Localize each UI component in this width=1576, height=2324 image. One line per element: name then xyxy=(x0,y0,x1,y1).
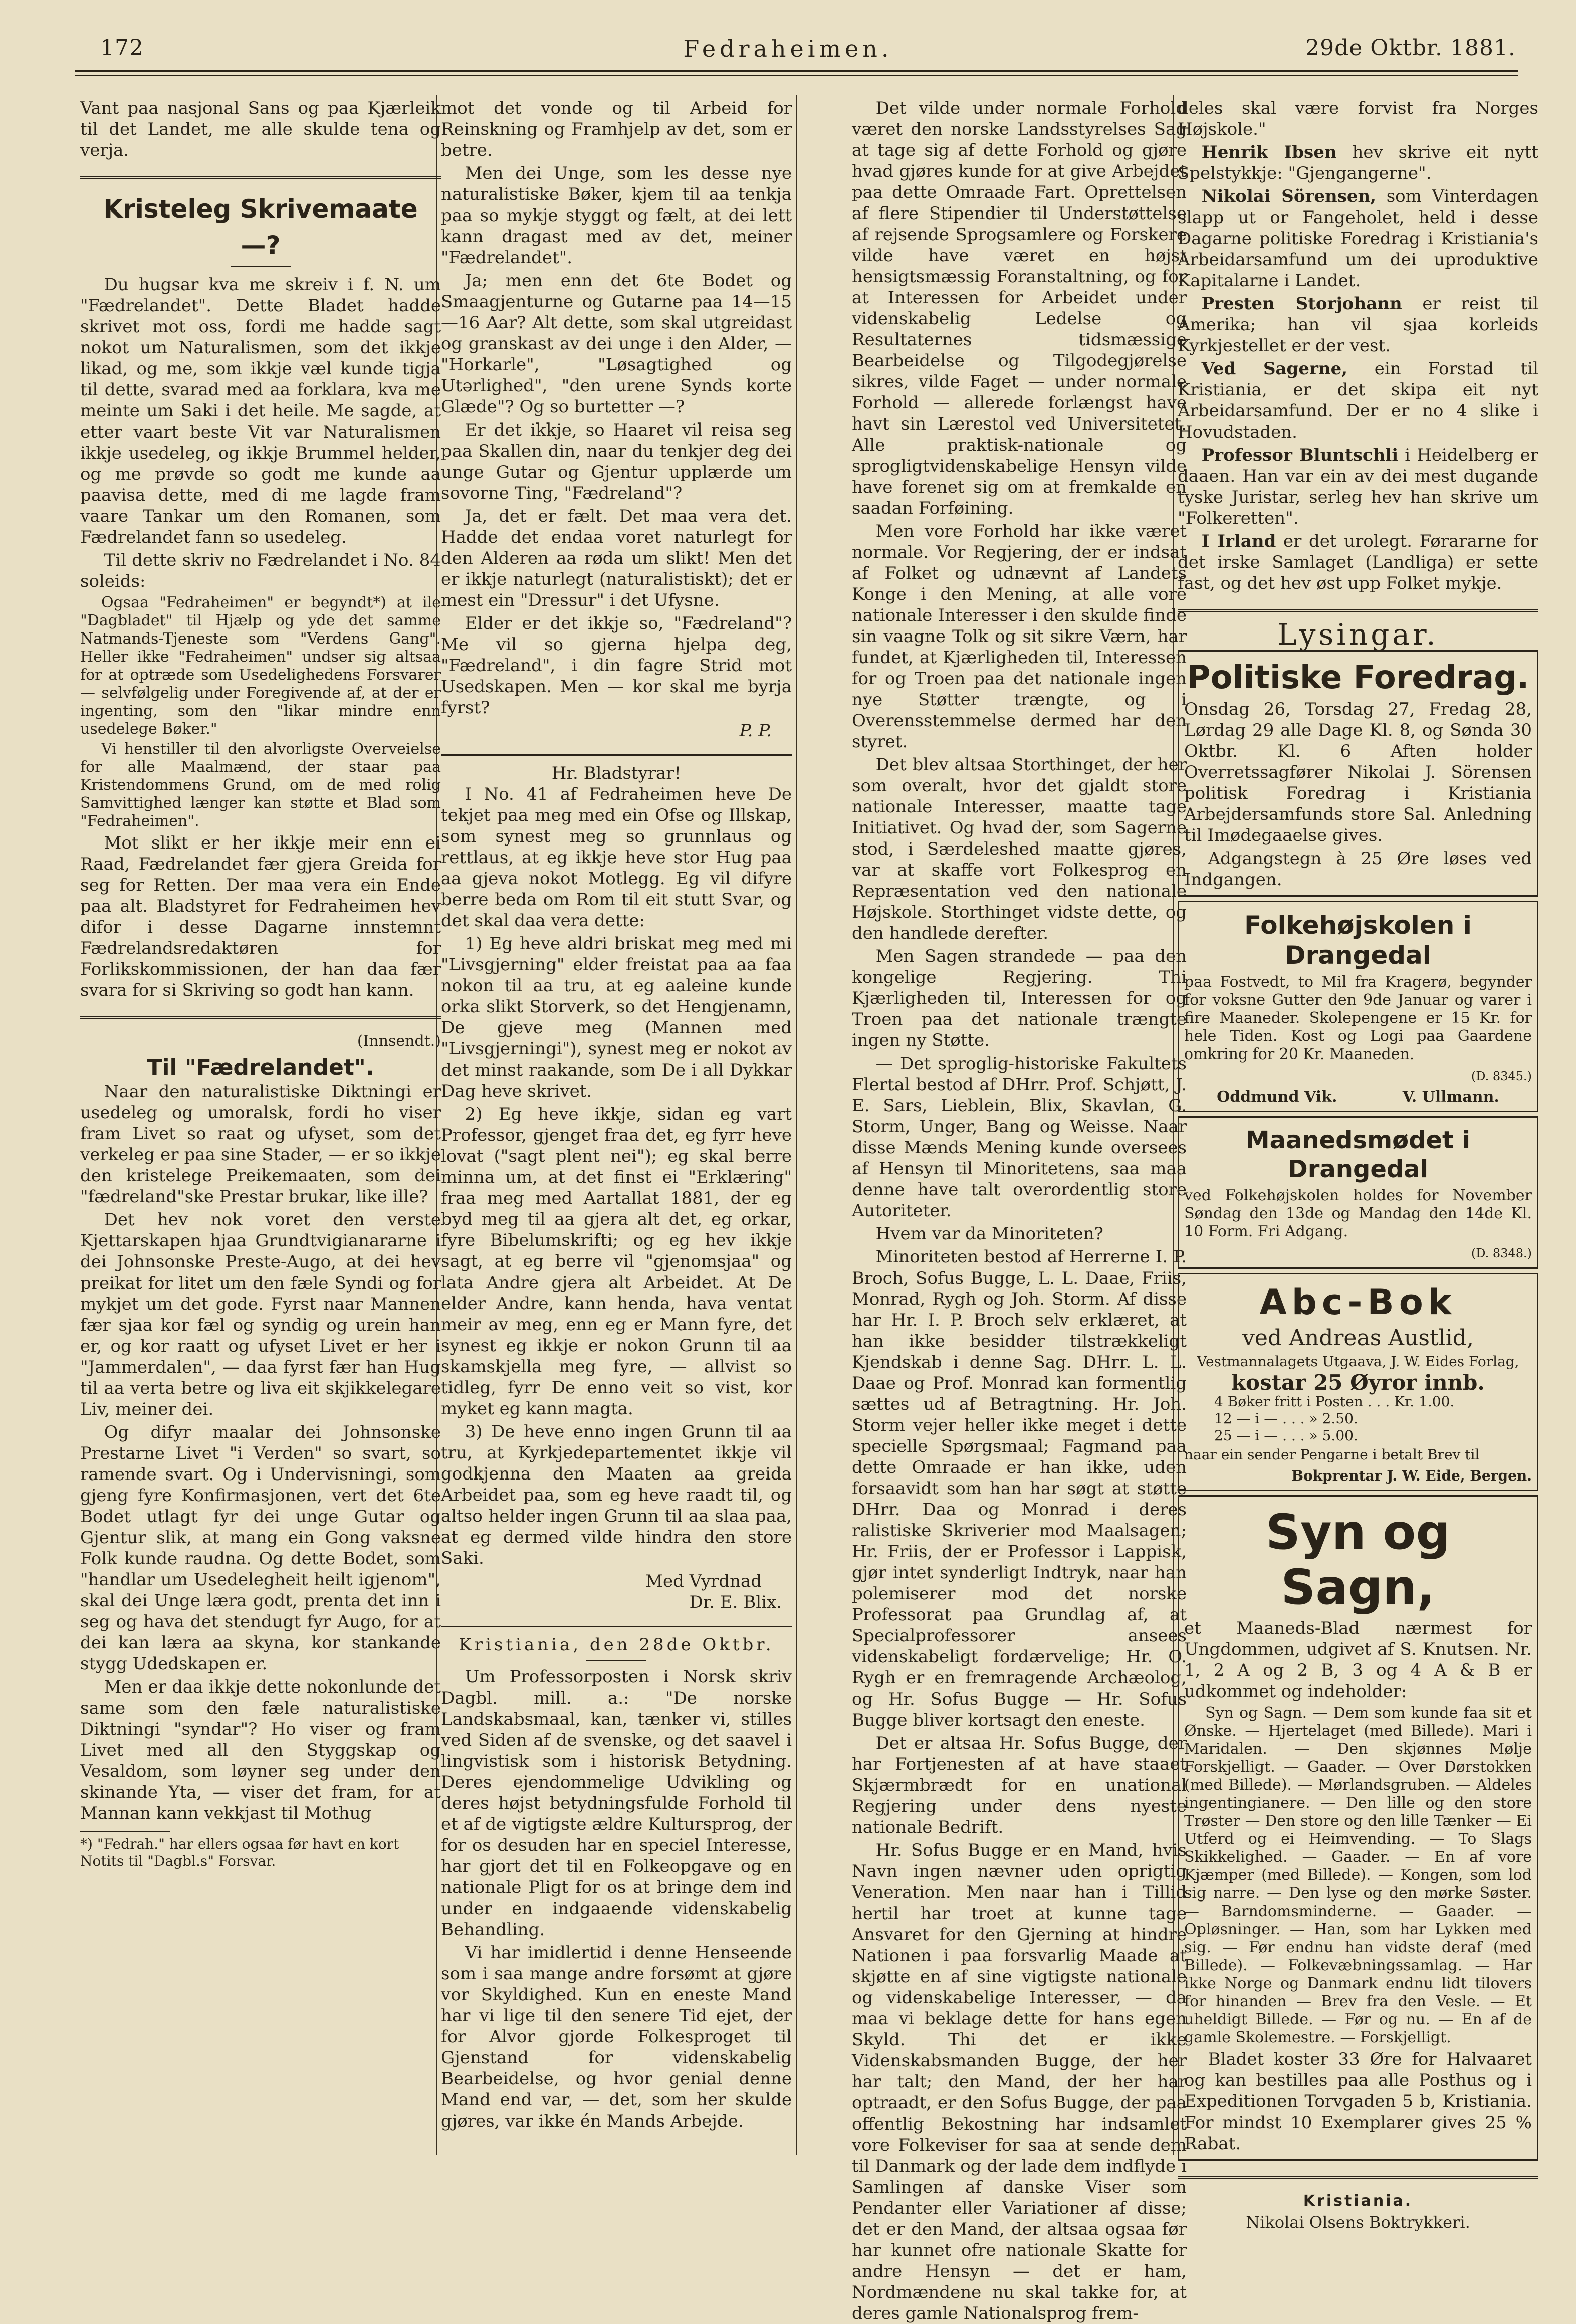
dateline: Kristiania, den 28de Oktbr. xyxy=(459,1635,774,1655)
ad-folkehojskolen xyxy=(1178,901,1538,1112)
ad-syn-og-sagn xyxy=(1178,1495,1538,2161)
letter-paragraph: 2) Eg heve ikkje, sidan eg vart Professor, gjenget fraa det, eg fyrr heve lovat ("sagt plent nei"); eg skal berre minna um, at det finst ei "Erklæring" fraa meg med Aartallat 1881, der eg byd meg til aa gjera alt det, eg orkar, fyre Bibelumskrifti; og eg hev ikkje sagt, at eg berre vil "gjenomsjaa" og lata Andre gjera alt Arbeidet. At De elder Andre, kann henda, hava ventat meir av meg, enn eg er Mann fyre, det synest eg ikkje er nokon Grunn til aa skamskjella meg fyre, — allvist so tidleg, fyrr De enno veit so vist, kor myket eg kann magta. xyxy=(441,1104,792,1419)
article-paragraph: Vi har imidlertid i denne Henseende som i saa mange andre forsømt at gjøre vor Skyldighed. Kun en eneste Mand har vi lige til den senere Tid ejet, der for Alvor gjorde Folkesproget til Gjenstand for videnskabelig Bearbeidelse, og hvor genial denne Mand end var, — det, som her skulde gjøres, var ikke én Mands Arbejde. xyxy=(441,1943,792,2131)
ad-signature: Oddmund Vik. xyxy=(1217,1088,1337,1106)
masthead-rule-top xyxy=(75,70,1518,72)
ad-price-row: 25 — i — . . . » 5.00. xyxy=(1214,1427,1358,1444)
article-paragraph: Det blev altsaa Storthinget, der her som overalt, hvor det gjaldt store nationale Interesser, maatte tage Initiativet. Og hvad der, som Sagerne stod, i Særdeleshed maatte gjøres, var at skaffe vort Folkesprog en Repræsentation ved den nationale Højskole. Storthinget vidste dette, og den handlede derefter. xyxy=(852,755,1187,943)
letter-paragraph: 1) Eg heve aldri briskat meg med mi "Livsgjerning" elder freistat paa aa faa nokon til aa tru, at eg aaleine kunde orka slikt Storverk, so det Hengjenamn, De gjeve meg (Mannen med "Livsgjerningi"), synest meg er nokot av det minst raakande, som De i all Dykkar Dag heve skrivet. xyxy=(441,934,792,1101)
news-item-name: Nikolai Sörensen, xyxy=(1201,186,1377,206)
ad-price: kostar 25 Øyror innb. xyxy=(1231,1370,1485,1395)
ad-title: Syn og Sagn, xyxy=(1265,1504,1451,1615)
section-rule xyxy=(441,754,792,756)
column-4 xyxy=(1178,98,1539,2232)
newspaper-title: Fedraheimen. xyxy=(683,35,893,62)
lysingar-heading: Lysingar. xyxy=(1277,617,1439,652)
article-paragraph: Hvem var da Minoriteten? xyxy=(875,1224,1103,1244)
section-rule xyxy=(1178,2176,1538,2179)
ad-politiske-foredrag xyxy=(1178,650,1538,897)
ad-title: Politiske Foredrag. xyxy=(1187,659,1529,696)
headline-kristeleg: Kristeleg Skrivemaate —? xyxy=(103,194,418,260)
news-item-text: i Heidelberg er daaen. Han var ein av dei mest dugande tyske Juristar, serleg hev han skrive um "Folkeretten". xyxy=(1178,445,1538,528)
section-rule xyxy=(80,1016,441,1019)
article-paragraph: mot det vonde og til Arbeid for Reinskning og Framhjelp av det, som er betre. xyxy=(441,98,792,160)
ad-contents: Syn og Sagn. — Dem som kunde faa sit et Ønske. — Hjertelaget (med Billede). Mari i Maridalen. — Den skjønnes Mølje Forskjelligt. — Gaader. — Over Dørstokken (med Billede). — Mørlandsgruben. — Aldeles ingentingianere. — Den lille og den store Trøster — Den store og den lille Tænker — Ei Utferd og ei Heimvending. — To Slags Skikkelighed. — Gaader. — En af vore Kjæmper (med Billede). — Kongen, som lod sig narre. — Den lyse og den mørke Søster. — Barndomsminderne. — Gaader. — Opløsninger. — Han, som har Lykken med sig. — Før endnu han vidste deraf (med Billede). — Folkevæbningssamlag. — Har ikke Norge og Danmark endnu lidt tilovers for hinanden — Brev fra den Vesle. — Et uheldigt Billede. — Før og nu. — En af de gamle Skolemestre. — Forskjelligt. xyxy=(1184,1704,1532,2046)
ad-signature: V. Ullmann. xyxy=(1402,1088,1499,1106)
article-paragraph: Men dei Unge, som les desse nye naturalistiske Bøker, kjem til aa tenkja paa so mykje styggt og fælt, at dei lett kann dragast med av det, meiner "Fædrelandet". xyxy=(441,163,792,268)
news-item-name: Henrik Ibsen xyxy=(1201,142,1337,162)
ad-title: Folkehøjskolen i Drangedal xyxy=(1244,911,1472,970)
ad-text: Onsdag 26, Torsdag 27, Fredag 28, Lørdag 29 alle Dage Kl. 8, og Sønda 30 Oktbr. Kl. 6 Aften holder Overretssagfører Nikolai J. Sörensen politisk Foredrag i Kristiania Arbejdersamfunds store Sal. Anledning til Imødegaaelse gives. xyxy=(1184,699,1532,846)
article-paragraph: Men Sagen strandede — paa den kongelige Regjering. Thi Kjærligheden til, Interessen for og Troen paa det nationale trængte ingen ny Støtte. xyxy=(852,946,1187,1050)
quoted-paragraph: Vi henstiller til den alvorligste Overveielse for alle Maalmænd, der staar paa Kristendommens Grund, om de med rolig Samvittighed længer kan støtte et Blad som "Fedraheimen". xyxy=(80,740,441,830)
article-paragraph: Hr. Sofus Bugge er en Mand, hvis Navn ingen nævner uden oprigtig Veneration. Men naar han i Tillid hertil har troet at kunne tage Ansvaret for den Gjerning at hindre Nationen i paa forsvarlig Maade at skjøtte en af sine vigtigste nationale og videnskabelige Interesser, — da maa vi beklage dette for hans egen Skyld. Thi det er ikke Videnskabsmanden Bugge, der her har talt; den Mand, der her har optraadt, er den Sofus Bugge, der paa offentlig Bekostning har indsamlet vore Folkeviser for saa at sende dem til Danmark og der lade dem indflyde i Samlingen af danske Viser som Pendanter eller Variationer af disse; det er den Mand, der altsaa ogsaa før har kunnet ofre nationale Skatte for andre Hensyn — det er ham, Nordmændene nu skal takke for, at deres gamle Nationalsprog frem- xyxy=(852,1840,1187,2323)
ad-code: (D. 8345.) xyxy=(1471,1069,1532,1083)
article-paragraph: Det hev nok voret den verste Kjettarskapen hjaa Grundtvigianararne i dei Johnsonske Preste-Augo, at dei hev preikat for litet um den fæle Syndi og for mykjet um det gode. Fyrst naar Mannen fær sjaa kor fæl og syndig og urein han er, og kor raatt og ufyset Livet er her i "Jammerdalen", — daa fyrst fær han Hug til aa verta betre og liva eit skjikkelegare Liv, meiner dei. xyxy=(80,1210,441,1419)
news-item-text: er det urolegt. Førararne for det irske Samlaget (Landliga) er sette fast, og det hev øst upp Folket mykje. xyxy=(1178,531,1538,593)
news-item-name: Professor Bluntschli xyxy=(1201,445,1399,465)
news-item-name: Ved Sagerne, xyxy=(1201,359,1348,379)
ad-price-row: 4 Bøker fritt i Posten . . . Kr. 1.00. xyxy=(1214,1393,1455,1410)
intro-text: Vant paa nasjonal Sans og paa Kjærleik til det Landet, me alle skulde tena og verja. xyxy=(80,98,441,160)
column-rule-2 xyxy=(796,95,797,2155)
news-item xyxy=(1178,293,1538,356)
ad-title: Maanedsmødet i Drangedal xyxy=(1245,1126,1471,1183)
ad-order-text: naar ein sender Pengarne i betalt Brev til xyxy=(1184,1446,1480,1463)
headline-fedrelandet: Til "Fædrelandet". xyxy=(147,1054,374,1080)
article-paragraph: Minoriteten bestod af Herrerne I. P. Broch, Sofus Bugge, L. L. Daae, Friis, Monrad, Rygh og Joh. Storm. Af disse har Hr. I. P. Broch selv erklæret, at han ikke besidder tilstrækkeligt Kjendskab i denne Sag. DHrr. L. L. Daae og Prof. Monrad kan formentlig sættes ud af Betragtning. Hr. Joh. Storm vejer heller ikke meget i dette specielle Spørgsmaal; Fagmand paa dette Omraade er han ikke, uden forsaavidt som han har søgt at støtte DHrr. Daa og Monrad i deres ralistiske Skriverier mod Maalsagen; Hr. Friis, der er Professor i Lappisk, gjør intet synderligt Indtryk, naar han polemiserer mod det norske Professorat paa Grundlag af, at Specialprofessorer ansees videnskabeligt fordærvelige; Hr. O. Rygh er en fremragende Archæolog, og Hr. Sofus Bugge — Hr. Sofus Bugge bliver kortsagt den eneste. xyxy=(852,1247,1187,1730)
innsendt-label: (Innsendt.) xyxy=(357,1032,441,1050)
column-1 xyxy=(80,98,441,2163)
ad-printer: Bokprentar J. W. Eide, Bergen. xyxy=(1291,1467,1532,1484)
page-number: 172 xyxy=(100,35,144,61)
news-item xyxy=(1178,445,1538,529)
ad-title: Abc-Bok xyxy=(1259,1282,1457,1323)
article-paragraph: Mot slikt er her ikkje meir enn ei Raad, Fædrelandet fær gjera Greida for seg for Retten. Der maa vera ein Ende paa alt. Bladstyret for Fedraheimen hev difor i desse Dagarne innstemnt Fædrelandsredaktøren for Forlikskommissionen, der han daa fær svara for si Skriving so godt han kann. xyxy=(80,833,441,1000)
letter-signature: Dr. E. Blix. xyxy=(689,1592,782,1612)
ad-price: Adgangstegn à 25 Øre løses ved Indgangen. xyxy=(1184,849,1532,890)
article-paragraph: Det er altsaa Hr. Sofus Bugge, der har Fortjenesten af at have staaet Skjærmbrædt for en unational Regjering under dens nyeste nationale Bedrift. xyxy=(852,1733,1187,1837)
article-paragraph: Men er daa ikkje dette nokonlunde det same som den fæle naturalistiske Diktningi "syndar"? Ho viser og fram Livet med all den Styggskap og Vesaldom, som løyner seg under den skinande Yta, — viser det fram, for at Mannan kann vekkjast til Mothug xyxy=(80,1677,441,1823)
article-paragraph: Du hugsar kva me skreiv i f. N. um "Fædrelandet". Dette Bladet hadde skrivet mot oss, fordi me hadde sagt nokot um Naturalismen, som det ikkje likad, og me, som ikkje væl kunde tigja til dette, svarad med aa forklara, kva me meinte um Saki i det heile. Me sagde, at etter vaart beste Vit var Naturalismen ikkje usedeleg, og ikkje Brummel helder, og me prøvde so godt me kunde aa paavisa dette, med di me lagde fram vaare Tankar um den Romanen, som Fædrelandet fann so usedeleg. xyxy=(80,275,441,547)
article-paragraph: Ja; men enn det 6te Bodet og Smaagjenturne og Gutarne paa 14—15—16 Aar? Alt dette, som skal utgreidast og granskast av dei unge i den Alder, — "Horkarle", "Løsagtighed og Utərlighed", "den urene Synds korte Glæde"? Og so burtetter —? xyxy=(441,271,792,417)
article-paragraph: Er det ikkje, so Haaret vil reisa seg paa Skallen din, naar du tenkjer deg dei unge Gutar og Gjentur upplærde um sovorne Ting, "Fædreland"? xyxy=(441,420,792,503)
news-item-text: som Vinterdagen slapp ut or Fangeholet, held i desse Dagarne politiske Foredrag i Kristiania's Arbeidarsamfund um dei uproduktive Kapitalarne i Landet. xyxy=(1178,186,1538,291)
ad-text: ved Folkehøjskolen holdes for November Søndag den 13de og Mandag den 14de Kl. 10 Form. Fri Adgang. xyxy=(1184,1187,1532,1240)
ad-text: et Maaneds-Blad nærmest for Ungdommen, udgivet af S. Knutsen. Nr. 1, 2 A og 2 B, 3 og 4 A & B er udkommet og indeholder: xyxy=(1184,1618,1532,1702)
masthead-rule-bottom xyxy=(75,75,1518,76)
imprint-printer: Nikolai Olsens Boktrykkeri. xyxy=(1246,2213,1470,2232)
article-paragraph: Men vore Forhold har ikke været normale. Vor Regjering, der er indsat af Folket og udnævnt af Landets Konge i den Mening, at alle vore nationale Interesser i den skulde finde sin vaagne Tolk og sit sikre Værn, har fundet, at Kjærligheden til, Interessen for og Troen paa det nationale ingen nye Støtter trængte, og i Overensstemmelse dermed har den styret. xyxy=(852,521,1187,752)
column-3 xyxy=(852,98,1187,2323)
article-paragraph: Det vilde under normale Forhold været den norske Landsstyrelses Sag at tage sig af dette Forhold og gjøre hvad gjøres kunde for at give Arbejdet paa dette Omraade Fart. Oprettelsen af flere Stipendier til Understøttelse af rejsende Sprogsamlere og Forskere vilde have været en højst hensigtsmæssig Foranstaltning, og for at Interessen for Arbeidet under videnskabelig Ledelse og Resultaternes tidsmæssige Bearbeidelse og Tilgodegjørelse sikres, vilde Faget — under normale Forhold — allerede forlængst have havt sin Lærestol ved Universitetet. Alle praktisk-nationale og sprogligtvidenskabelige Hensyn vilde have forenet sig om at fremkalde en saadan Forføining. xyxy=(852,98,1187,518)
signature-pp: P. P. xyxy=(739,721,772,741)
section-rule xyxy=(80,176,441,179)
ad-abc-bok xyxy=(1178,1273,1538,1491)
section-rule xyxy=(441,1626,792,1627)
letter-closing: Med Vyrdnad xyxy=(645,1571,762,1591)
news-item-text: hev skrive eit nytt Spelstykkje: "Gjengangerne". xyxy=(1178,142,1538,183)
footnote-rule xyxy=(80,1831,170,1832)
news-item xyxy=(1178,358,1538,443)
news-item xyxy=(1178,142,1538,184)
ad-author: ved Andreas Austlid, xyxy=(1242,1325,1474,1351)
ad-maanedsmodet xyxy=(1178,1116,1538,1269)
ad-publisher: Vestmannalagets Utgaava, J. W. Eides Forlag, xyxy=(1197,1353,1519,1370)
article-paragraph: Um Professorposten i Norsk skriv Dagbl. mill. a.: "De norske Landskabsmaal, kan, tænker vi, stilles ved Siden af de svenske, og det saavel i lingvistisk som i historisk Betydning. Deres ejendommelige Udvikling og deres højst betydningsfulde Forhold til et af de vigtigste ældre Kultursprog, der for os desuden har en speciel Interesse, har gjort det til en Folkeopgave og en nationale Pligt for os at bringe dem ind under en indgaaende videnskabelig Behandling. xyxy=(441,1667,792,1940)
ad-text: paa Fostvedt, to Mil fra Kragerø, begynder for voksne Gutter den 9de Januar og varer i fire Maaneder. Skolepengene er 15 Kr. for hele Tiden. Kost og Logi paa Gaardene omkring for 20 Kr. Maaneden. xyxy=(1184,973,1532,1063)
dateline-underline xyxy=(586,1660,646,1661)
news-item xyxy=(1178,531,1538,594)
ad-code: (D. 8348.) xyxy=(1471,1246,1532,1260)
footnote: *) "Fedrah." har ellers ogsaa før havt en kort Notits til "Dagbl.s" Forsvar. xyxy=(80,1836,399,1869)
article-paragraph: Naar den naturalistiske Diktningi er usedeleg og umoralsk, fordi ho viser fram Livet so raat og ufyset, som det verkeleg er paa sine Stader, — er so ikkje den kristelege Preikemaaten, som dei "fædreland"ske Prestar brukar, like ille? xyxy=(80,1082,441,1207)
news-item-name: Presten Storjohann xyxy=(1201,294,1402,314)
article-paragraph: Ja, det er fælt. Det maa vera det. Hadde det endaa voret naturlegt for den Alderen aa røda um slikt! Men det er ikkje naturlegt (naturalistiskt); det er mest ein "Dressur" i det Ufysne. xyxy=(441,506,792,610)
article-paragraph: — Det sproglig-historiske Fakultets Flertal bestod af DHrr. Prof. Schjøtt, J. E. Sars, Lieblein, Blix, Skavlan, G. Storm, Unger, Bang og Weisse. Naar disse Mænds Mening kunde oversees af Hensyn til Minoritetens, saa maa denne have talt overordentlig store Autoriteter. xyxy=(852,1053,1187,1221)
letter-paragraph: 3) De heve enno ingen Grunn til aa tru, at Kyrkjedepartementet ikkje vil godkjenna den Maaten aa greida Arbeidet paa, som eg heve raadt til, og altso helder ingen Grunn til aa slaa paa, at eg dermed vilde hindra den store Saki. xyxy=(441,1422,792,1568)
news-item-text: ein Forstad til Kristiania, er det skipa eit nyt Arbeidarsamfund. Der er no 4 slike i Hovudstaden. xyxy=(1178,359,1539,442)
ad-price: Bladet koster 33 Øre for Halvaaret og kan bestilles paa alle Posthus og i Expeditionen Torvgaden 5 b, Kristiania. For mindst 10 Exemplarer gives 25 % Rabat. xyxy=(1184,2049,1532,2154)
news-item xyxy=(1178,186,1538,291)
article-paragraph: Til dette skriv no Fædrelandet i No. 84 soleids: xyxy=(80,550,441,591)
article-paragraph: Og difyr maalar dei Johnsonske Prestarne Livet "i Verden" so svart, so ramende svart. Og i Undervisningi, som gjeng fyre Konfirmasjonen, vert det 6te Bodet utlagt fyr dei unge Gutar og Gjentur slik, at mang ein Gong vaksne Folk kunde raudna. Og dette Bodet, som "handlar um Usedelegheit heilt igjenom", skal dei Unge læra godt, prenta det inn i seg og hava det stendugt fyr Augo, for at dei kan læra aa skyna, kor stankande stygg Udedskapen er. xyxy=(80,1422,441,1674)
article-paragraph: Elder er det ikkje so, "Fædreland"? Me vil so gjerna hjelpa deg, "Fædreland", i din fagre Strid mot Usedskapen. Men — kor skal me byrja fyrst? xyxy=(441,613,792,718)
headline-underline xyxy=(231,266,291,267)
imprint-city: Kristiania. xyxy=(1303,2192,1413,2210)
ad-signatures xyxy=(1184,1087,1532,1108)
quoted-paragraph: Ogsaa "Fedraheimen" er begyndt*) at ile "Dagbladet" til Hjælp og yde det samme Natmands-Tjeneste som "Verdens Gang". Heller ikke "Fedraheimen" undser sig altsaa for at optræde som Usedelighedens Forsvarer — selvfølgelig under Foregivende af, at der er ingenting, som den "likar mindre enn usedelege Bøker." xyxy=(80,594,441,738)
letter-salutation: Hr. Bladstyrar! xyxy=(551,763,682,783)
ad-price-row: 12 — i — . . . » 2.50. xyxy=(1214,1410,1358,1427)
column-2 xyxy=(441,98,792,2163)
news-item-name: I Irland xyxy=(1201,531,1276,551)
section-rule xyxy=(1178,609,1538,612)
article-paragraph: deles skal være forvist fra Norges Højskole." xyxy=(1178,98,1538,139)
issue-date: 29de Oktbr. 1881. xyxy=(1305,35,1516,61)
news-item-text: er reist til Amerika; han vil sjaa korleids Kyrkjestellet er der vest. xyxy=(1178,294,1539,356)
letter-paragraph: I No. 41 af Fedraheimen heve De tekjet paa meg med ein Ofse og Illskap, som synest meg so grunnlaus og rettlaus, at eg ikkje heve stor Hug paa aa gjeva nokot Motlegg. Eg vil difyre berre beda om Rom til eit stutt Svar, og det skal daa vera dette: xyxy=(441,784,792,931)
